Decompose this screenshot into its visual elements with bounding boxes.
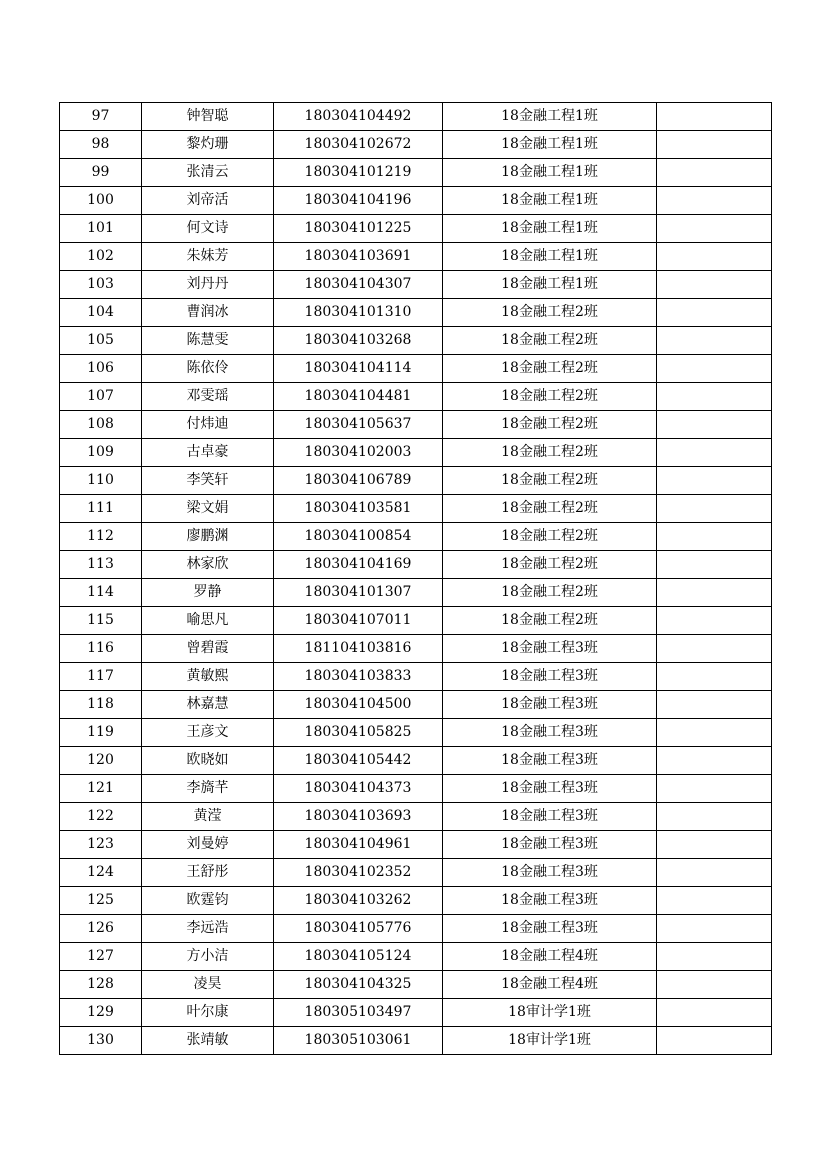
remark-cell xyxy=(657,439,772,467)
table-row xyxy=(60,551,772,579)
table-row xyxy=(60,495,772,523)
row-number-cell: 114 xyxy=(60,579,142,607)
row-number-cell: 104 xyxy=(60,299,142,327)
student-id-cell: 180304107011 xyxy=(274,607,443,635)
student-name-cell: 付炜迪 xyxy=(142,411,274,439)
class-name-cell: 18金融工程3班 xyxy=(443,859,657,887)
remark-cell xyxy=(657,187,772,215)
row-number-cell: 129 xyxy=(60,999,142,1027)
row-number-cell: 124 xyxy=(60,859,142,887)
table-row xyxy=(60,523,772,551)
student-name-cell: 梁文娟 xyxy=(142,495,274,523)
student-name-cell: 李笑轩 xyxy=(142,467,274,495)
row-number-cell: 119 xyxy=(60,719,142,747)
student-id-cell: 180305103497 xyxy=(274,999,443,1027)
student-id-cell: 180304104196 xyxy=(274,187,443,215)
table-row xyxy=(60,131,772,159)
row-number-cell: 121 xyxy=(60,775,142,803)
remark-cell xyxy=(657,579,772,607)
class-name-cell: 18金融工程1班 xyxy=(443,187,657,215)
remark-cell xyxy=(657,411,772,439)
remark-cell xyxy=(657,747,772,775)
remark-cell xyxy=(657,663,772,691)
row-number-cell: 107 xyxy=(60,383,142,411)
student-id-cell: 180304101310 xyxy=(274,299,443,327)
remark-cell xyxy=(657,551,772,579)
student-name-cell: 曾碧霞 xyxy=(142,635,274,663)
student-name-cell: 李远浩 xyxy=(142,915,274,943)
table-row xyxy=(60,327,772,355)
table-row xyxy=(60,775,772,803)
class-name-cell: 18金融工程2班 xyxy=(443,523,657,551)
table-row xyxy=(60,271,772,299)
row-number-cell: 123 xyxy=(60,831,142,859)
student-id-cell: 180304103693 xyxy=(274,803,443,831)
remark-cell xyxy=(657,607,772,635)
student-name-cell: 张清云 xyxy=(142,159,274,187)
class-name-cell: 18金融工程3班 xyxy=(443,887,657,915)
remark-cell xyxy=(657,383,772,411)
row-number-cell: 110 xyxy=(60,467,142,495)
remark-cell xyxy=(657,635,772,663)
class-name-cell: 18金融工程2班 xyxy=(443,327,657,355)
row-number-cell: 109 xyxy=(60,439,142,467)
student-id-cell: 180304104492 xyxy=(274,103,443,131)
remark-cell xyxy=(657,719,772,747)
remark-cell xyxy=(657,215,772,243)
student-id-cell: 180304102003 xyxy=(274,439,443,467)
class-name-cell: 18金融工程4班 xyxy=(443,943,657,971)
student-id-cell: 180304104481 xyxy=(274,383,443,411)
remark-cell xyxy=(657,775,772,803)
student-name-cell: 王彦文 xyxy=(142,719,274,747)
student-name-cell: 罗静 xyxy=(142,579,274,607)
remark-cell xyxy=(657,355,772,383)
student-id-cell: 180304100854 xyxy=(274,523,443,551)
remark-cell xyxy=(657,495,772,523)
row-number-cell: 111 xyxy=(60,495,142,523)
remark-cell xyxy=(657,943,772,971)
remark-cell xyxy=(657,103,772,131)
class-name-cell: 18金融工程3班 xyxy=(443,719,657,747)
table-row xyxy=(60,355,772,383)
class-name-cell: 18金融工程1班 xyxy=(443,271,657,299)
remark-cell xyxy=(657,831,772,859)
student-id-cell: 180304104373 xyxy=(274,775,443,803)
remark-cell xyxy=(657,271,772,299)
row-number-cell: 98 xyxy=(60,131,142,159)
student-name-cell: 张靖敏 xyxy=(142,1027,274,1055)
student-id-cell: 180304105825 xyxy=(274,719,443,747)
class-name-cell: 18金融工程2班 xyxy=(443,579,657,607)
student-id-cell: 180304102352 xyxy=(274,859,443,887)
student-id-cell: 180304105776 xyxy=(274,915,443,943)
table-row xyxy=(60,999,772,1027)
student-name-cell: 林家欣 xyxy=(142,551,274,579)
table-row xyxy=(60,691,772,719)
student-id-cell: 180304104307 xyxy=(274,271,443,299)
student-id-cell: 180304104500 xyxy=(274,691,443,719)
row-number-cell: 120 xyxy=(60,747,142,775)
table-row xyxy=(60,943,772,971)
student-name-cell: 黎灼珊 xyxy=(142,131,274,159)
row-number-cell: 126 xyxy=(60,915,142,943)
class-name-cell: 18审计学1班 xyxy=(443,999,657,1027)
student-id-cell: 180304103268 xyxy=(274,327,443,355)
student-name-cell: 何文诗 xyxy=(142,215,274,243)
student-name-cell: 刘丹丹 xyxy=(142,271,274,299)
class-name-cell: 18金融工程3班 xyxy=(443,663,657,691)
table-row xyxy=(60,607,772,635)
class-name-cell: 18金融工程3班 xyxy=(443,747,657,775)
remark-cell xyxy=(657,803,772,831)
student-id-cell: 180304105637 xyxy=(274,411,443,439)
student-name-cell: 凌昊 xyxy=(142,971,274,999)
row-number-cell: 125 xyxy=(60,887,142,915)
row-number-cell: 101 xyxy=(60,215,142,243)
row-number-cell: 118 xyxy=(60,691,142,719)
student-id-cell: 180304104169 xyxy=(274,551,443,579)
student-id-cell: 180304105442 xyxy=(274,747,443,775)
remark-cell xyxy=(657,887,772,915)
table-row xyxy=(60,299,772,327)
student-name-cell: 廖鹏渊 xyxy=(142,523,274,551)
student-id-cell: 180304106789 xyxy=(274,467,443,495)
table-row xyxy=(60,803,772,831)
student-id-cell: 180304101225 xyxy=(274,215,443,243)
class-name-cell: 18金融工程2班 xyxy=(443,383,657,411)
class-name-cell: 18金融工程2班 xyxy=(443,467,657,495)
table-row xyxy=(60,439,772,467)
table-row xyxy=(60,215,772,243)
row-number-cell: 115 xyxy=(60,607,142,635)
table-row xyxy=(60,103,772,131)
class-name-cell: 18金融工程2班 xyxy=(443,495,657,523)
class-name-cell: 18金融工程4班 xyxy=(443,971,657,999)
remark-cell xyxy=(657,915,772,943)
student-name-cell: 叶尔康 xyxy=(142,999,274,1027)
student-name-cell: 李旖芊 xyxy=(142,775,274,803)
student-name-cell: 刘曼婷 xyxy=(142,831,274,859)
class-name-cell: 18金融工程1班 xyxy=(443,243,657,271)
class-name-cell: 18金融工程2班 xyxy=(443,439,657,467)
remark-cell xyxy=(657,999,772,1027)
row-number-cell: 97 xyxy=(60,103,142,131)
row-number-cell: 116 xyxy=(60,635,142,663)
table-row xyxy=(60,579,772,607)
table-row xyxy=(60,831,772,859)
remark-cell xyxy=(657,971,772,999)
row-number-cell: 105 xyxy=(60,327,142,355)
remark-cell xyxy=(657,131,772,159)
class-name-cell: 18金融工程2班 xyxy=(443,355,657,383)
table-row xyxy=(60,411,772,439)
table-row xyxy=(60,635,772,663)
student-name-cell: 曹润冰 xyxy=(142,299,274,327)
class-name-cell: 18金融工程3班 xyxy=(443,915,657,943)
table-body xyxy=(60,103,772,1055)
student-id-cell: 180305103061 xyxy=(274,1027,443,1055)
table-row xyxy=(60,971,772,999)
table-row xyxy=(60,1027,772,1055)
row-number-cell: 122 xyxy=(60,803,142,831)
class-name-cell: 18金融工程2班 xyxy=(443,551,657,579)
student-name-cell: 刘帝活 xyxy=(142,187,274,215)
student-id-cell: 180304105124 xyxy=(274,943,443,971)
row-number-cell: 99 xyxy=(60,159,142,187)
student-name-cell: 方小洁 xyxy=(142,943,274,971)
student-id-cell: 180304104114 xyxy=(274,355,443,383)
student-id-cell: 181104103816 xyxy=(274,635,443,663)
student-name-cell: 古卓豪 xyxy=(142,439,274,467)
student-name-cell: 陈依伶 xyxy=(142,355,274,383)
student-id-cell: 180304102672 xyxy=(274,131,443,159)
remark-cell xyxy=(657,523,772,551)
class-name-cell: 18金融工程2班 xyxy=(443,411,657,439)
student-id-cell: 180304103262 xyxy=(274,887,443,915)
class-name-cell: 18金融工程3班 xyxy=(443,635,657,663)
remark-cell xyxy=(657,243,772,271)
class-name-cell: 18金融工程1班 xyxy=(443,215,657,243)
class-name-cell: 18金融工程1班 xyxy=(443,131,657,159)
row-number-cell: 108 xyxy=(60,411,142,439)
student-id-cell: 180304104961 xyxy=(274,831,443,859)
student-name-cell: 朱妹芳 xyxy=(142,243,274,271)
table-row xyxy=(60,719,772,747)
row-number-cell: 130 xyxy=(60,1027,142,1055)
table-row xyxy=(60,887,772,915)
student-name-cell: 王舒彤 xyxy=(142,859,274,887)
student-name-cell: 邓雯瑶 xyxy=(142,383,274,411)
remark-cell xyxy=(657,691,772,719)
remark-cell xyxy=(657,467,772,495)
remark-cell xyxy=(657,859,772,887)
class-name-cell: 18金融工程1班 xyxy=(443,159,657,187)
remark-cell xyxy=(657,159,772,187)
table-row xyxy=(60,187,772,215)
table-row xyxy=(60,243,772,271)
row-number-cell: 112 xyxy=(60,523,142,551)
table-row xyxy=(60,663,772,691)
student-id-cell: 180304101219 xyxy=(274,159,443,187)
row-number-cell: 113 xyxy=(60,551,142,579)
class-name-cell: 18金融工程2班 xyxy=(443,299,657,327)
student-name-cell: 林嘉慧 xyxy=(142,691,274,719)
class-name-cell: 18金融工程3班 xyxy=(443,831,657,859)
table-row xyxy=(60,383,772,411)
student-list-table xyxy=(59,102,772,1055)
student-name-cell: 陈慧雯 xyxy=(142,327,274,355)
remark-cell xyxy=(657,1027,772,1055)
remark-cell xyxy=(657,299,772,327)
remark-cell xyxy=(657,327,772,355)
row-number-cell: 117 xyxy=(60,663,142,691)
table-row xyxy=(60,159,772,187)
class-name-cell: 18金融工程3班 xyxy=(443,803,657,831)
class-name-cell: 18金融工程1班 xyxy=(443,103,657,131)
student-id-cell: 180304103581 xyxy=(274,495,443,523)
class-name-cell: 18金融工程3班 xyxy=(443,775,657,803)
row-number-cell: 127 xyxy=(60,943,142,971)
student-name-cell: 欧霆钧 xyxy=(142,887,274,915)
student-name-cell: 黄敏熙 xyxy=(142,663,274,691)
row-number-cell: 103 xyxy=(60,271,142,299)
student-id-cell: 180304103691 xyxy=(274,243,443,271)
student-id-cell: 180304104325 xyxy=(274,971,443,999)
row-number-cell: 100 xyxy=(60,187,142,215)
student-name-cell: 欧晓如 xyxy=(142,747,274,775)
class-name-cell: 18金融工程2班 xyxy=(443,607,657,635)
row-number-cell: 106 xyxy=(60,355,142,383)
row-number-cell: 102 xyxy=(60,243,142,271)
class-name-cell: 18金融工程3班 xyxy=(443,691,657,719)
table-row xyxy=(60,915,772,943)
student-id-cell: 180304103833 xyxy=(274,663,443,691)
row-number-cell: 128 xyxy=(60,971,142,999)
student-name-cell: 喻思凡 xyxy=(142,607,274,635)
student-name-cell: 钟智聪 xyxy=(142,103,274,131)
table-row xyxy=(60,467,772,495)
class-name-cell: 18审计学1班 xyxy=(443,1027,657,1055)
table-row xyxy=(60,859,772,887)
table-row xyxy=(60,747,772,775)
student-name-cell: 黄滢 xyxy=(142,803,274,831)
student-id-cell: 180304101307 xyxy=(274,579,443,607)
